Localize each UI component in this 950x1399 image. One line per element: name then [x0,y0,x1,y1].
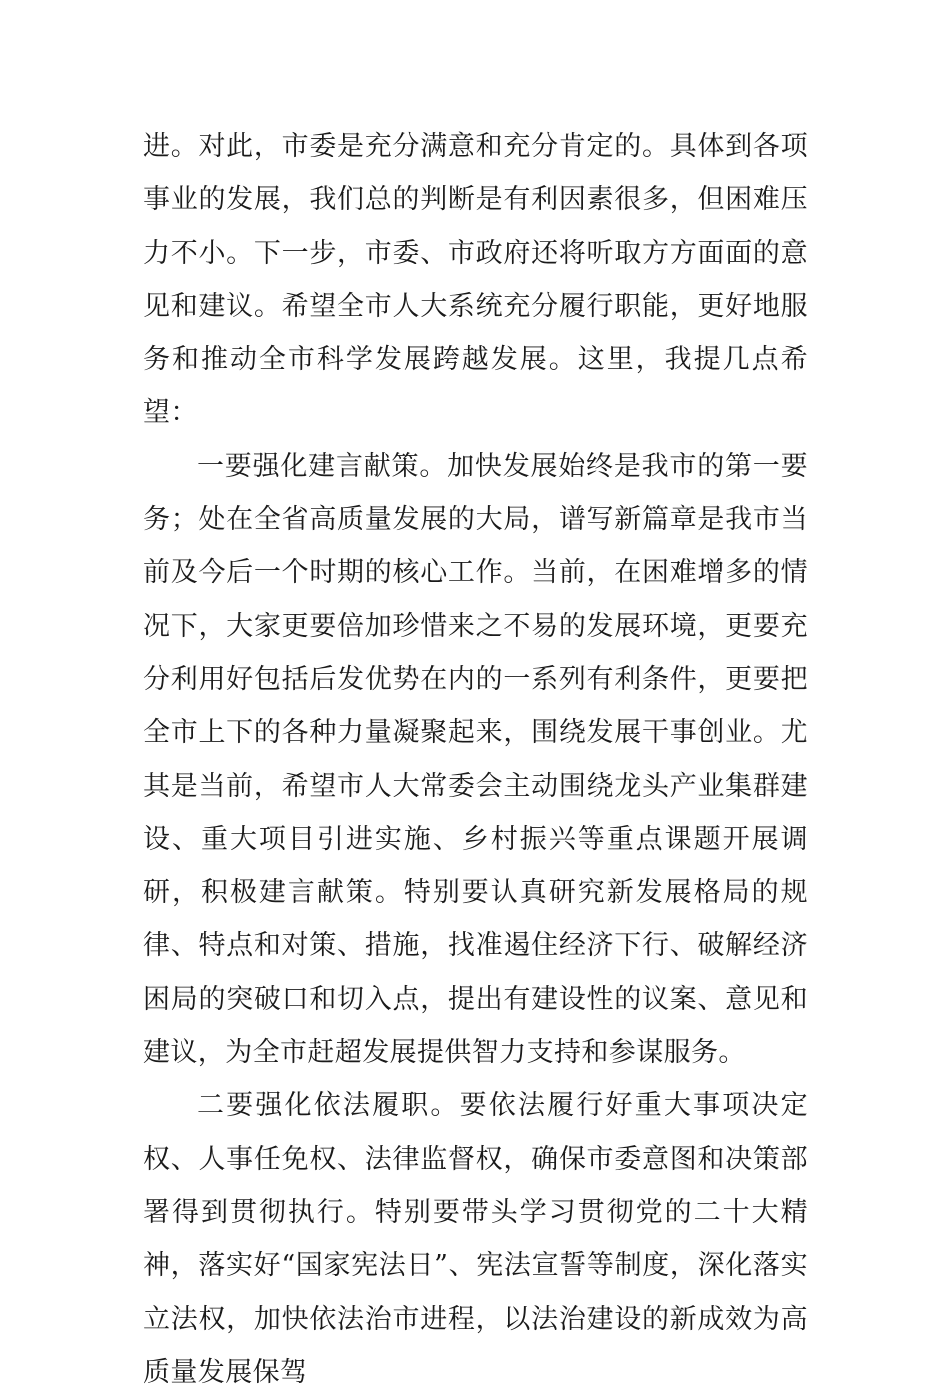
paragraph-continuation: 进。对此，市委是充分满意和充分肯定的。具体到各项事业的发展，我们总的判断是有利因素很多，但困难压力不小。下一步，市委、市政府还将听取方方面面的意见和建议。希望全市人大系统充分履行职能，更好地服务和推动全市科学发展跨越发展。这里，我提几点希望： [143,131,808,429]
paragraph-suggestion-one: 一要强化建言献策。加快发展始终是我市的第一要务；处在全省高质量发展的大局，谱写新篇章是我市当前及今后一个时期的核心工作。当前，在困难增多的情况下，大家更要倍加珍惜来之不易的发展环境，更要充分利用好包括后发优势在内的一系列有利条件，更要把全市上下的各种力量凝聚起来，围绕发展干事创业。尤其是当前，希望市人大常委会主动围绕龙头产业集群建设、重大项目引进实施、乡村振兴等重点课题开展调研，积极建言献策。特别要认真研究新发展格局的规律、特点和对策、措施，找准遏住经济下行、破解经济困局的突破口和切入点，提出有建设性的议案、意见和建议，为全市赶超发展提供智力支持和参谋服务。 [143,450,808,1069]
document-page [143,120,808,1399]
paragraph-suggestion-two: 二要强化依法履职。要依法履行好重大事项决定权、人事任免权、法律监督权，确保市委意图和决策部署得到贯彻执行。特别要带头学习贯彻党的二十大精神，落实好“国家宪法日”、宪法宣誓等制度，深化落实立法权，加快依法治市进程，以法治建设的新成效为高质量发展保驾 [143,1090,808,1388]
